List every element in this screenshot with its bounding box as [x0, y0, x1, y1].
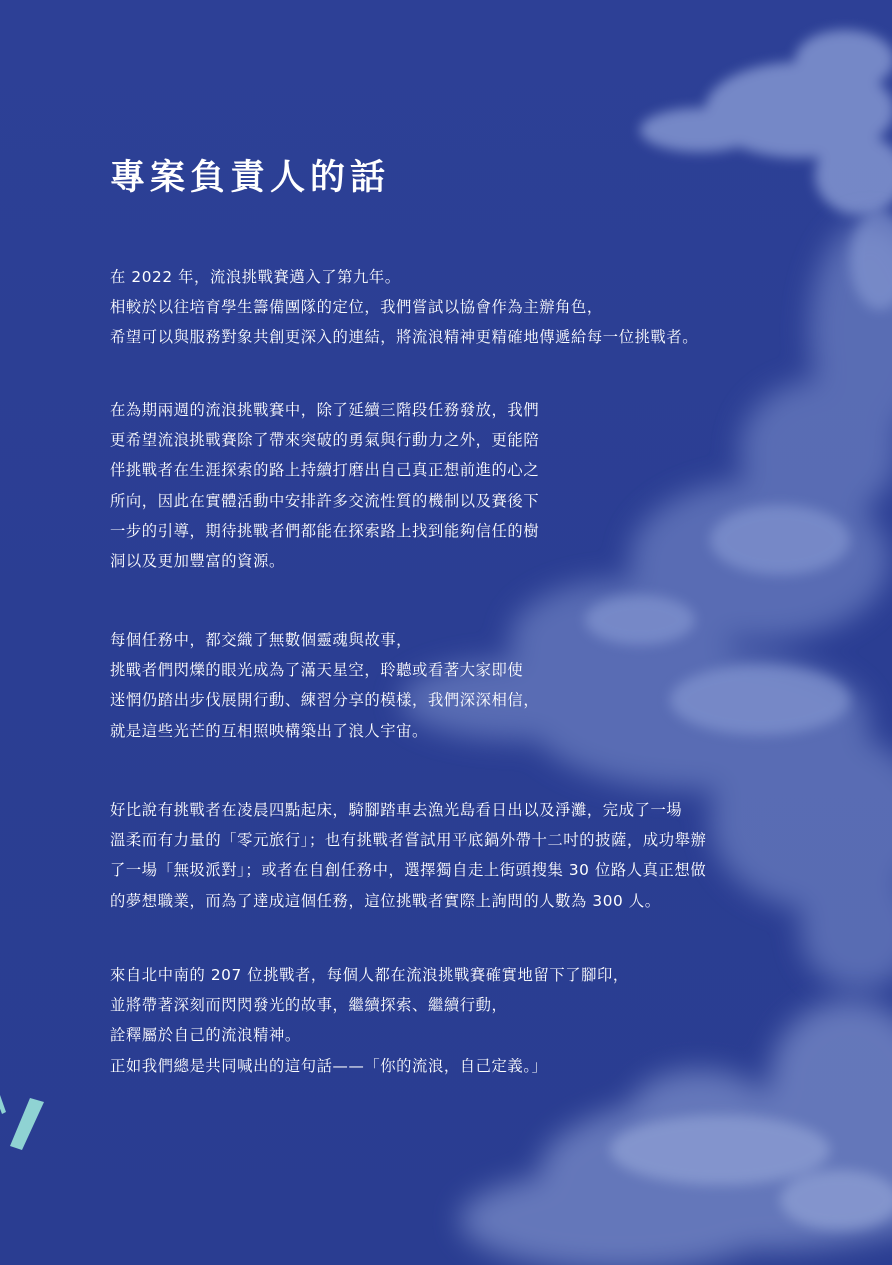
- text-line: 好比說有挑戰者在凌晨四點起床，騎腳踏車去漁光島看日出以及淨灘，完成了一場: [110, 801, 683, 819]
- paragraph-3: [110, 625, 539, 746]
- text-line: 所向，因此在實體活動中安排許多交流性質的機制以及賽後下: [110, 491, 540, 510]
- text-line: 相較於以往培育學生籌備團隊的定位，我們嘗試以協會作為主辦角色，: [110, 298, 603, 317]
- paragraph-5: [110, 960, 629, 1081]
- text-line: 更希望流浪挑戰賽除了帶來突破的勇氣與行動力之外，更能陪: [110, 431, 540, 450]
- text-line: 正如我們總是共同喊出的這句話——「你的流浪，自己定義。」: [110, 1056, 548, 1075]
- text-line: 了一場「無圾派對」；或者在自創任務中，選擇獨自走上街頭搜集 30 位路人真正想做: [110, 861, 707, 880]
- text-line: 的夢想職業，而為了達成這個任務，這位挑戰者實際上詢問的人數為 300 人。: [110, 891, 661, 910]
- page-title: 專案負責人的話: [110, 157, 391, 198]
- text-line: 來自北中南的 207 位挑戰者，每個人都在流浪挑戰賽確實地留下了腳印，: [110, 966, 629, 984]
- text-line: 在為期兩週的流浪挑戰賽中，除了延續三階段任務發放，我們: [110, 401, 540, 419]
- text-line: 詮釋屬於自己的流浪精神。: [110, 1026, 301, 1045]
- text-line: 每個任務中，都交織了無數個靈魂與故事，: [110, 631, 413, 649]
- paragraph-2: [110, 395, 539, 576]
- text-line: 洞以及更加豐富的資源。: [110, 552, 285, 571]
- text-line: 就是這些光芒的互相照映構築出了浪人宇宙。: [110, 721, 428, 740]
- text-line: 在 2022 年，流浪挑戰賽邁入了第九年。: [110, 268, 401, 286]
- text-line: 並將帶著深刻而閃閃發光的故事，繼續探索、繼續行動，: [110, 996, 508, 1015]
- text-line: 挑戰者們閃爍的眼光成為了滿天星空，聆聽或看著大家即使: [110, 661, 524, 680]
- text-line: 迷惘仍踏出步伐展開行動、練習分享的模樣，我們深深相信，: [110, 691, 540, 710]
- text-line: 希望可以與服務對象共創更深入的連結，將流浪精神更精確地傳遞給每一位挑戰者。: [110, 328, 699, 347]
- text-line: 一步的引導，期待挑戰者們都能在探索路上找到能夠信任的樹: [110, 521, 540, 540]
- paragraph-4: [110, 795, 706, 916]
- text-line: 伴挑戰者在生涯探索的路上持續打磨出自己真正想前進的心之: [110, 461, 540, 480]
- text-line: 溫柔而有力量的「零元旅行」；也有挑戰者嘗試用平底鍋外帶十二吋的披薩，成功舉辦: [110, 831, 707, 850]
- decorative-stroke-icon: [0, 1090, 60, 1160]
- paragraph-1: [110, 262, 698, 353]
